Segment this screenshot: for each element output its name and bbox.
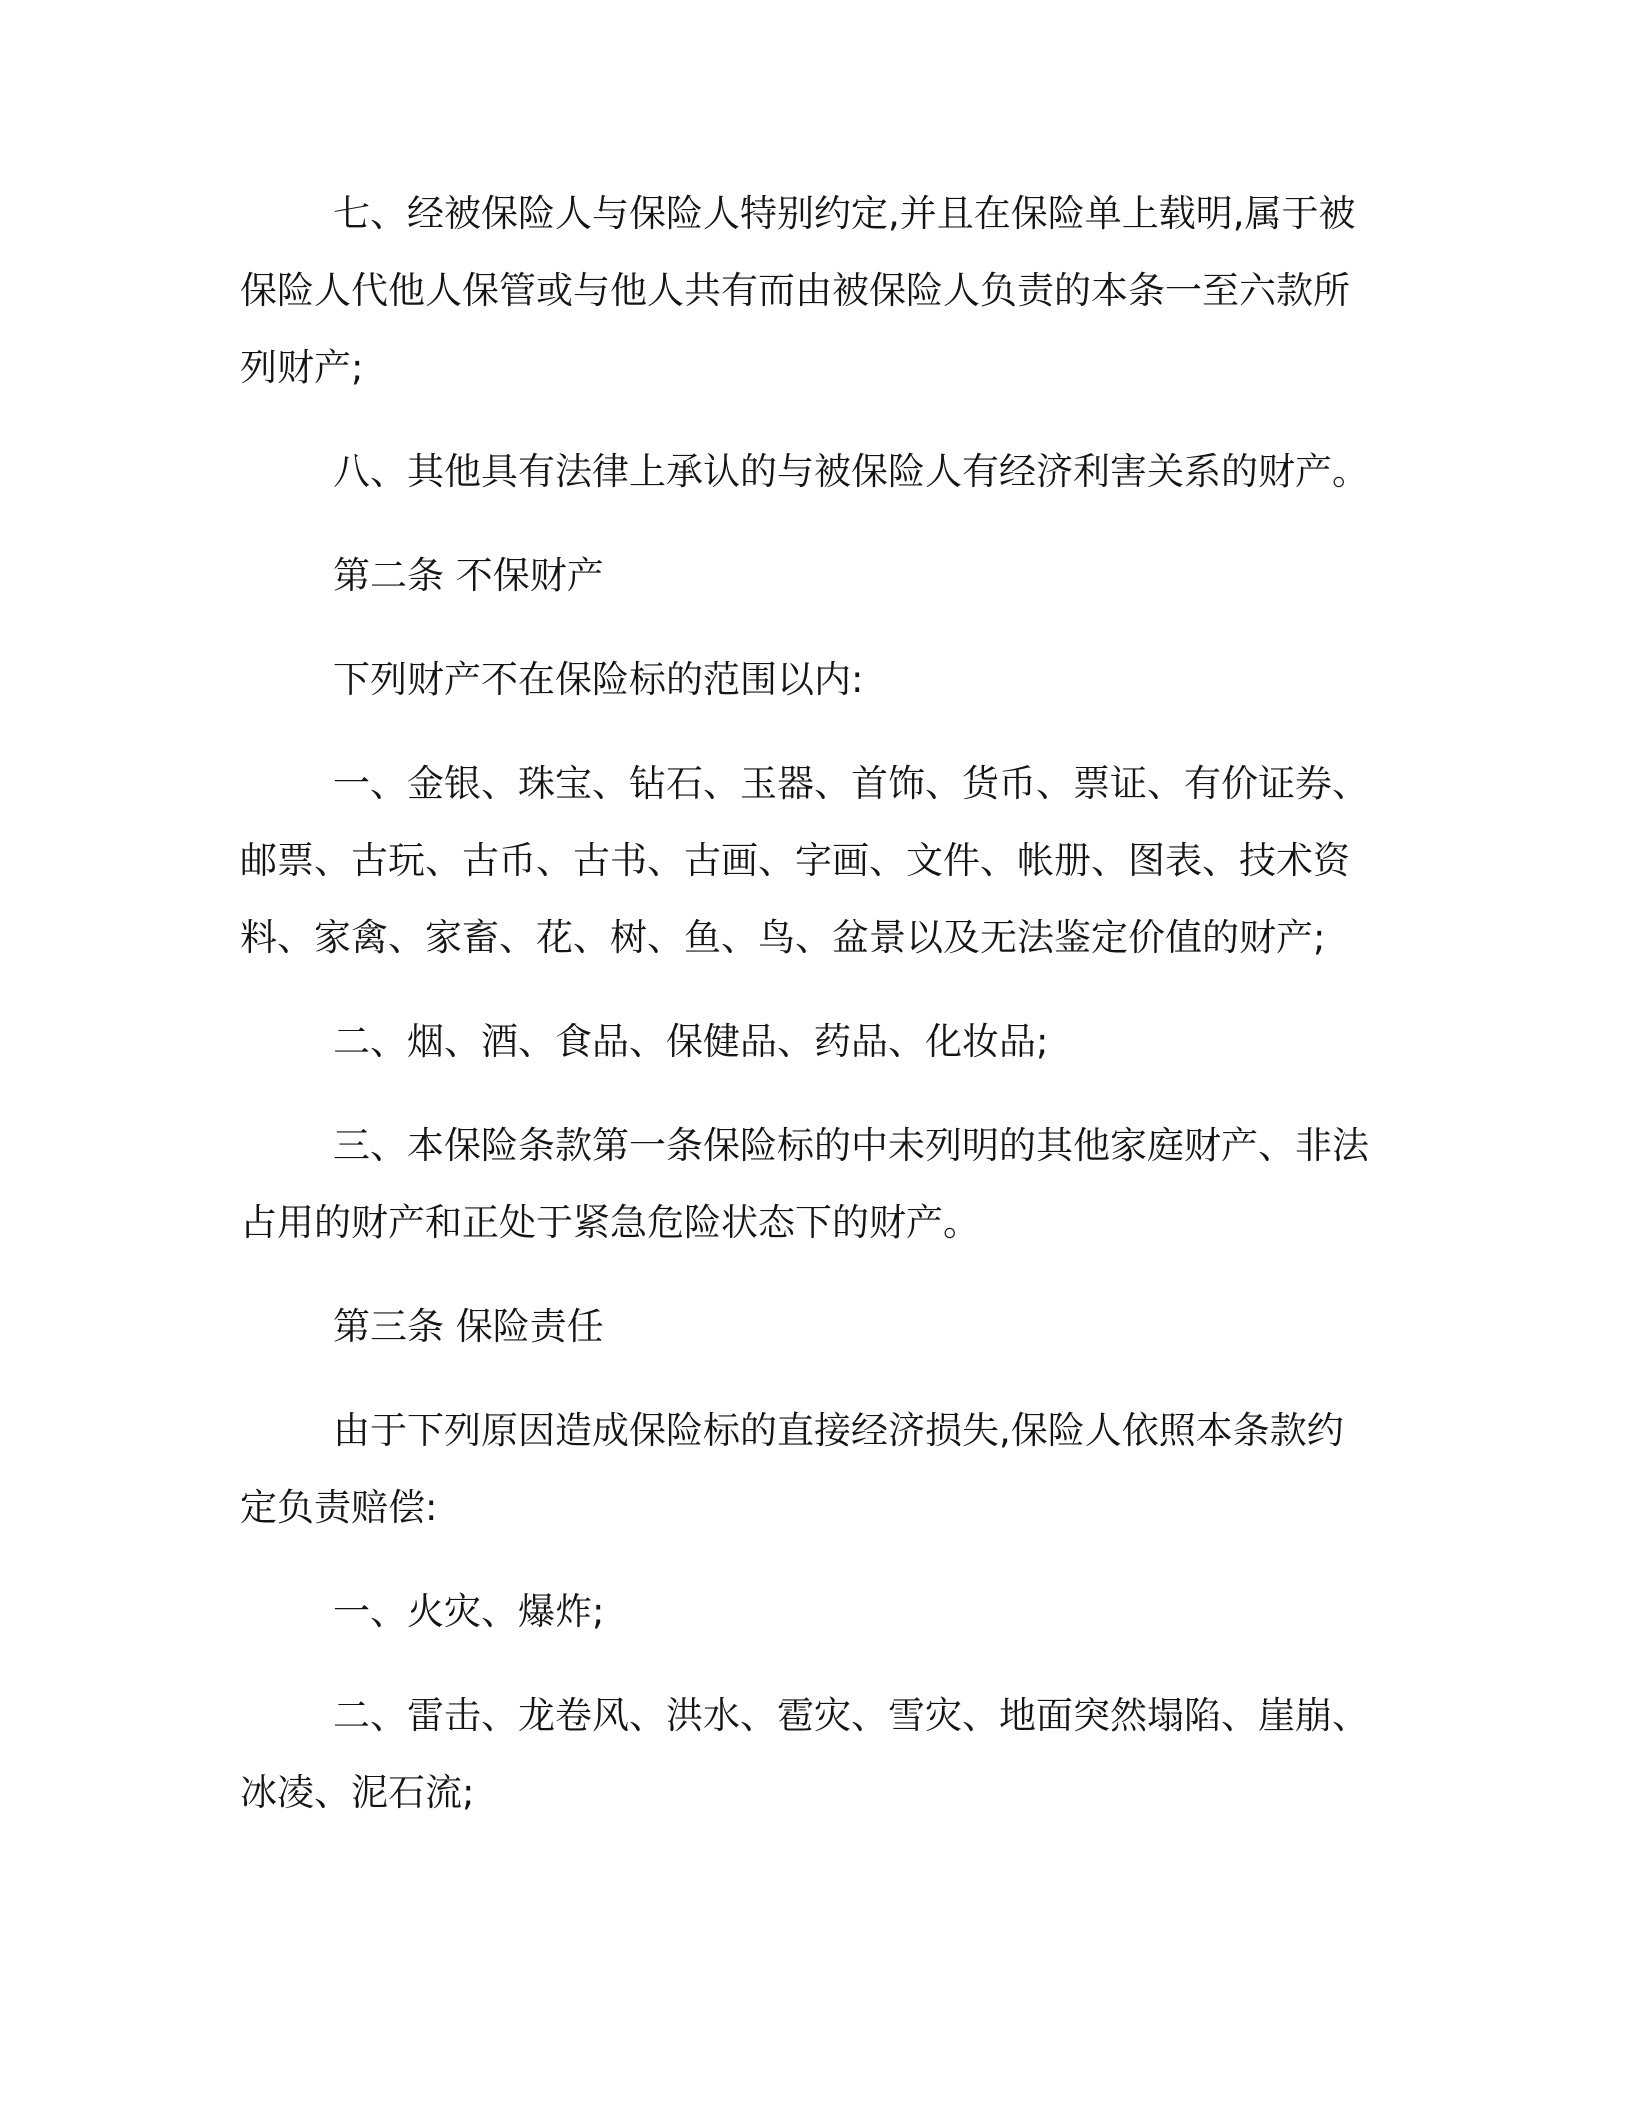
paragraph-line: 料、家禽、家畜、花、树、鱼、鸟、盆景以及无法鉴定价值的财产; [240, 916, 1326, 959]
paragraph-line: 列财产; [240, 346, 364, 389]
article-heading-2 [240, 537, 1392, 614]
article-heading-3 [240, 1288, 1392, 1365]
paragraph-line: 七、经被保险人与保险人特别约定,并且在保险单上载明,属于被 [333, 192, 1356, 235]
article-heading-text: 第三条 保险责任 [333, 1305, 604, 1348]
paragraph-line: 二、雷击、龙卷风、洪水、雹灾、雪灾、地面突然塌陷、崖崩、 [333, 1694, 1369, 1737]
paragraph-line: 一、金银、珠宝、钻石、玉器、首饰、货币、票证、有价证券、 [333, 762, 1369, 805]
paragraph-line: 二、烟、酒、食品、保健品、药品、化妆品; [333, 1020, 1049, 1063]
excluded-item-2 [240, 1003, 1392, 1080]
paragraph-line: 定负责赔偿: [240, 1486, 438, 1529]
paragraph-line: 冰凌、泥石流; [240, 1771, 475, 1814]
excluded-item-3 [240, 1107, 1392, 1261]
article-heading-text: 第二条 不保财产 [333, 554, 604, 597]
liability-item-1 [240, 1573, 1392, 1650]
clause-item-8 [240, 433, 1392, 510]
paragraph-line: 下列财产不在保险标的范围以内: [333, 658, 864, 701]
article-intro [240, 641, 1392, 718]
paragraph-line: 八、其他具有法律上承认的与被保险人有经济利害关系的财产。 [333, 450, 1369, 493]
paragraph-line: 一、火灾、爆炸; [333, 1590, 605, 1633]
paragraph-line: 保险人代他人保管或与他人共有而由被保险人负责的本条一至六款所 [240, 269, 1350, 312]
article-intro [240, 1392, 1392, 1546]
excluded-item-1 [240, 745, 1392, 976]
paragraph-line: 三、本保险条款第一条保险标的中未列明的其他家庭财产、非法 [333, 1124, 1369, 1167]
liability-item-2 [240, 1677, 1392, 1831]
paragraph-line: 由于下列原因造成保险标的直接经济损失,保险人依照本条款约 [333, 1409, 1344, 1452]
paragraph-line: 占用的财产和正处于紧急危险状态下的财产。 [240, 1201, 980, 1244]
clause-item-7 [240, 175, 1392, 406]
paragraph-line: 邮票、古玩、古币、古书、古画、字画、文件、帐册、图表、技术资 [240, 839, 1350, 882]
